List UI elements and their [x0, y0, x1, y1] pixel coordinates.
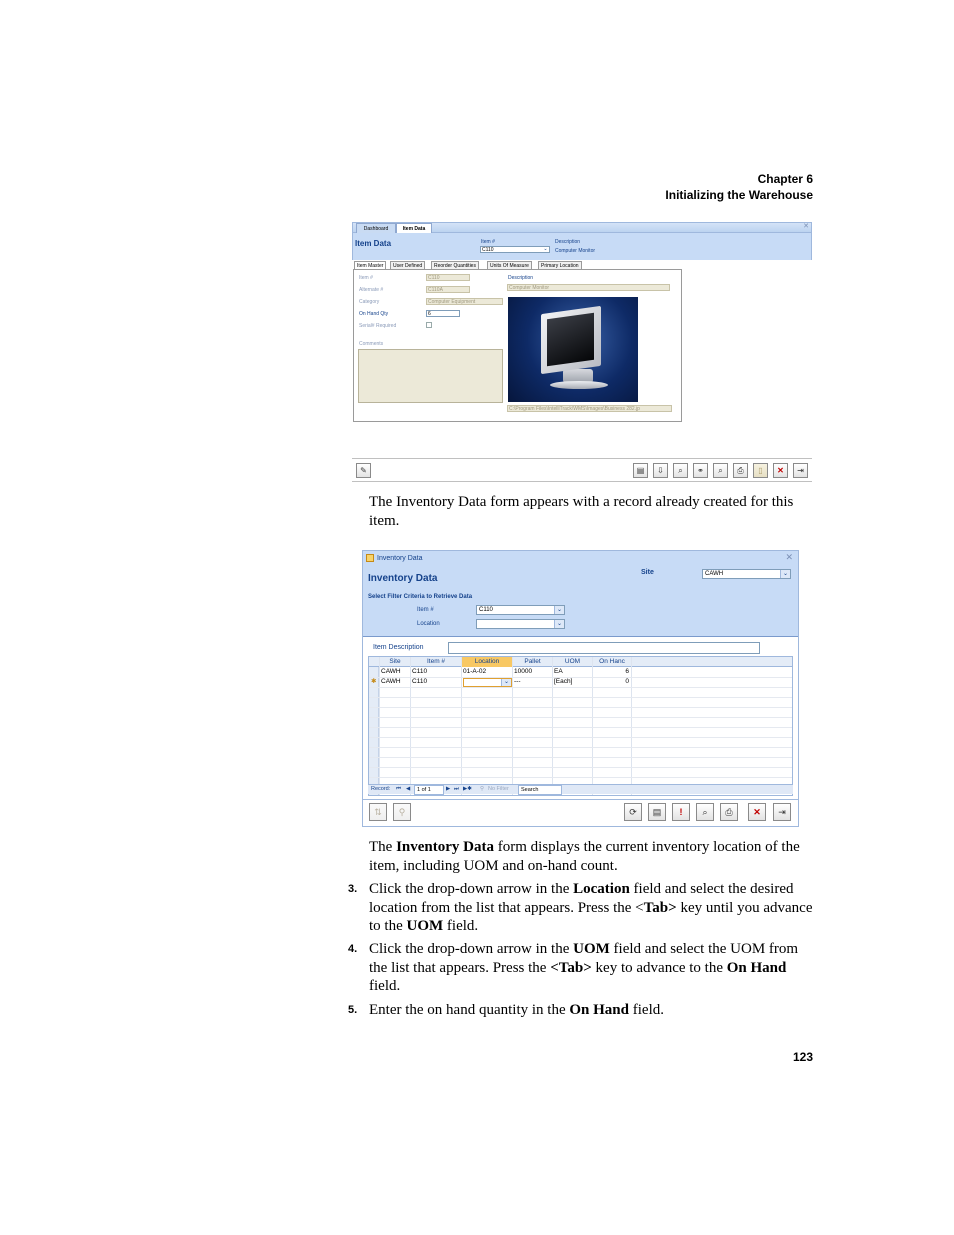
last-record-icon[interactable]: ⏭: [454, 786, 459, 792]
record-position-field[interactable]: 1 of 1: [414, 785, 444, 795]
inventory-data-screenshot: [362, 550, 799, 827]
location-cell-combo[interactable]: [463, 678, 512, 687]
alert-icon[interactable]: !: [672, 803, 690, 821]
item-description-label: Item Description: [373, 644, 424, 651]
subtab-user-defined[interactable]: User Defined: [390, 261, 425, 270]
step-number: 4.: [348, 943, 358, 955]
delete-icon[interactable]: ✕: [773, 463, 788, 478]
column-header-site[interactable]: Site: [389, 658, 401, 665]
monitor-screen: [547, 313, 594, 367]
form-header: [352, 233, 812, 260]
emphasis: UOM: [573, 941, 610, 957]
inventory-description-paragraph: [369, 838, 814, 875]
panel-description-field[interactable]: Computer Monitor: [507, 284, 670, 291]
search-field[interactable]: Search: [518, 785, 562, 795]
cell-site[interactable]: CAWH: [381, 678, 401, 685]
onhand-field[interactable]: 6: [426, 310, 460, 317]
chevron-down-icon[interactable]: ⌄: [780, 570, 790, 578]
text: field.: [629, 1002, 664, 1018]
lookup-icon[interactable]: ⌕: [673, 463, 688, 478]
step-5-text: [369, 1001, 814, 1020]
cell-pallet[interactable]: 10000: [514, 668, 533, 675]
emphasis: UOM: [406, 918, 444, 934]
item-field-label: Item #: [359, 275, 373, 281]
cell-onhand[interactable]: 6: [625, 668, 629, 675]
onhand-field-label: On Hand Qty: [359, 311, 389, 317]
link-icon[interactable]: ⚭: [693, 463, 708, 478]
text: field and select the UOM from the list that appears. Press the: [369, 941, 799, 976]
new-record-icon[interactable]: ▤: [648, 803, 666, 821]
text: The: [369, 839, 397, 855]
filter-item-combo[interactable]: [476, 605, 565, 615]
filter-icon[interactable]: ⚲: [393, 803, 411, 821]
print-icon[interactable]: ⎙: [720, 803, 738, 821]
text: field.: [369, 978, 401, 994]
text: Click the drop-down arrow in the: [369, 941, 574, 957]
step-4-text: [369, 940, 814, 996]
site-combo[interactable]: [702, 569, 791, 579]
record-label: Record:: [371, 786, 391, 792]
item-description-field[interactable]: [448, 642, 760, 654]
next-record-icon[interactable]: ▶: [446, 786, 451, 792]
print-icon[interactable]: ⎙: [733, 463, 748, 478]
emphasis: Inventory Data: [396, 839, 494, 855]
step-number: 5.: [348, 1004, 358, 1016]
new-record-marker-icon: ✱: [371, 678, 377, 685]
window-title: Inventory Data: [377, 555, 423, 562]
text: Enter the on hand quantity in the: [369, 1002, 570, 1018]
text: key until you advance to the: [369, 899, 813, 934]
site-label: Site: [641, 569, 654, 576]
close-icon[interactable]: ✕: [785, 552, 793, 562]
category-field[interactable]: Computer Equipment: [426, 298, 503, 305]
text: key to advance to the: [591, 959, 727, 976]
filter-icon[interactable]: ⚲: [480, 786, 485, 792]
header-divider: [363, 636, 798, 637]
import-icon[interactable]: ⇩: [653, 463, 668, 478]
item-field[interactable]: C110: [426, 274, 470, 281]
subtab-units-of-measure[interactable]: Units Of Measure: [487, 261, 532, 270]
monitor-base: [550, 381, 608, 389]
column-header-uom[interactable]: UOM: [564, 658, 581, 665]
tab-dashboard[interactable]: Dashboard: [356, 223, 396, 233]
description-label: Description: [555, 239, 581, 245]
new-record-icon[interactable]: ▤: [633, 463, 648, 478]
intro-paragraph: The Inventory Data form appears with a record already created for this item.: [369, 494, 794, 529]
refresh-icon[interactable]: ⟳: [624, 803, 642, 821]
cell-uom[interactable]: EA: [554, 668, 563, 675]
subtab-reorder-quantities[interactable]: Reorder Quantities: [431, 261, 479, 270]
item-number-combo[interactable]: [480, 246, 550, 253]
alternate-field-label: Alternate #: [359, 287, 384, 293]
close-icon[interactable]: ✕: [803, 223, 809, 230]
chevron-down-icon[interactable]: ⌄: [554, 620, 564, 628]
image-path-field[interactable]: C:\Program Files\IntelliTrack\WMS\Images\Business 282.jp: [507, 405, 672, 412]
preview-icon[interactable]: ⌕: [696, 803, 714, 821]
text: field.: [443, 918, 479, 934]
filter-item-label: Item #: [417, 607, 434, 613]
serial-required-label: Serial# Required: [359, 323, 397, 329]
form-icon: [366, 554, 374, 562]
text: field and select the desired location from the list that appears. Press the <: [369, 881, 794, 916]
serial-required-checkbox[interactable]: [426, 322, 432, 328]
text: form displays the current inventory location of the item, including UOM and on-hand count.: [369, 839, 800, 874]
cell-item[interactable]: C110: [412, 668, 428, 675]
filter-criteria-title: Select Filter Criteria to Retrieve Data: [368, 594, 473, 600]
item-number-label: Item #: [481, 239, 495, 245]
filter-location-label: Location: [417, 621, 440, 627]
cell-uom[interactable]: [Each]: [554, 678, 573, 685]
chevron-down-icon[interactable]: ⌄: [554, 606, 564, 614]
column-header-location[interactable]: Location: [462, 657, 512, 667]
filter-location-combo[interactable]: [476, 619, 565, 629]
form-title: Item Data: [355, 239, 392, 248]
section-title: Initializing the Warehouse: [665, 188, 813, 202]
text: Click the drop-down arrow in the: [369, 881, 574, 897]
form-title: Inventory Data: [368, 573, 438, 584]
edit-icon[interactable]: ✎: [356, 463, 371, 478]
item-image: [508, 297, 638, 402]
preview-icon[interactable]: ⌕: [713, 463, 728, 478]
cell-pallet[interactable]: ---: [514, 678, 521, 685]
category-field-label: Category: [359, 299, 380, 305]
alternate-field[interactable]: C110A: [426, 286, 470, 293]
subtab-item-master[interactable]: Item Master: [354, 261, 386, 270]
emphasis: On Hand: [726, 959, 787, 976]
record-navigator: [368, 784, 793, 794]
sort-icon[interactable]: ⇅: [369, 803, 387, 821]
cell-location[interactable]: 01-A-02: [463, 668, 487, 675]
chevron-down-icon[interactable]: ⌄: [543, 246, 548, 252]
emphasis: <Tab>: [550, 959, 592, 976]
filter-item-value: C110: [479, 607, 493, 613]
exit-icon[interactable]: ⇥: [773, 803, 791, 821]
inventory-grid: [368, 656, 793, 796]
description-value: Computer Monitor: [555, 248, 596, 254]
subtab-primary-location[interactable]: Primary Location: [538, 261, 582, 270]
item-number-value: C110: [482, 247, 494, 253]
comments-label: Comments: [359, 341, 384, 347]
step-number: 3.: [348, 883, 358, 895]
prev-record-icon[interactable]: ◀: [406, 786, 411, 792]
chapter-label: Chapter 6: [757, 172, 813, 186]
column-header-pallet[interactable]: Pallet: [524, 658, 541, 665]
no-filter-label[interactable]: No Filter: [488, 786, 509, 792]
delete-icon[interactable]: ✕: [748, 803, 766, 821]
first-record-icon[interactable]: ⏮: [396, 786, 401, 792]
column-header-onhand[interactable]: On Hanc: [599, 658, 625, 665]
chevron-down-icon[interactable]: ⌄: [501, 679, 511, 686]
emphasis: On Hand: [569, 1002, 629, 1018]
column-header-item[interactable]: Item #: [426, 658, 446, 665]
tab-item-data[interactable]: Item Data: [396, 223, 432, 233]
copy-icon[interactable]: ▯: [753, 463, 768, 478]
site-value: CAWH: [705, 571, 724, 577]
page-number: 123: [792, 1050, 813, 1064]
step-3-text: [369, 880, 814, 936]
new-record-nav-icon[interactable]: ▶✱: [463, 786, 472, 792]
cell-onhand[interactable]: 0: [625, 678, 629, 685]
item-data-screenshot: [352, 222, 812, 484]
cell-site[interactable]: CAWH: [381, 668, 401, 675]
emphasis: Tab>: [643, 899, 677, 916]
comments-field[interactable]: [358, 349, 503, 403]
emphasis: Location: [573, 881, 630, 897]
exit-icon[interactable]: ⇥: [793, 463, 808, 478]
cell-item[interactable]: C110: [412, 678, 428, 685]
panel-description-label: Description: [508, 275, 534, 281]
